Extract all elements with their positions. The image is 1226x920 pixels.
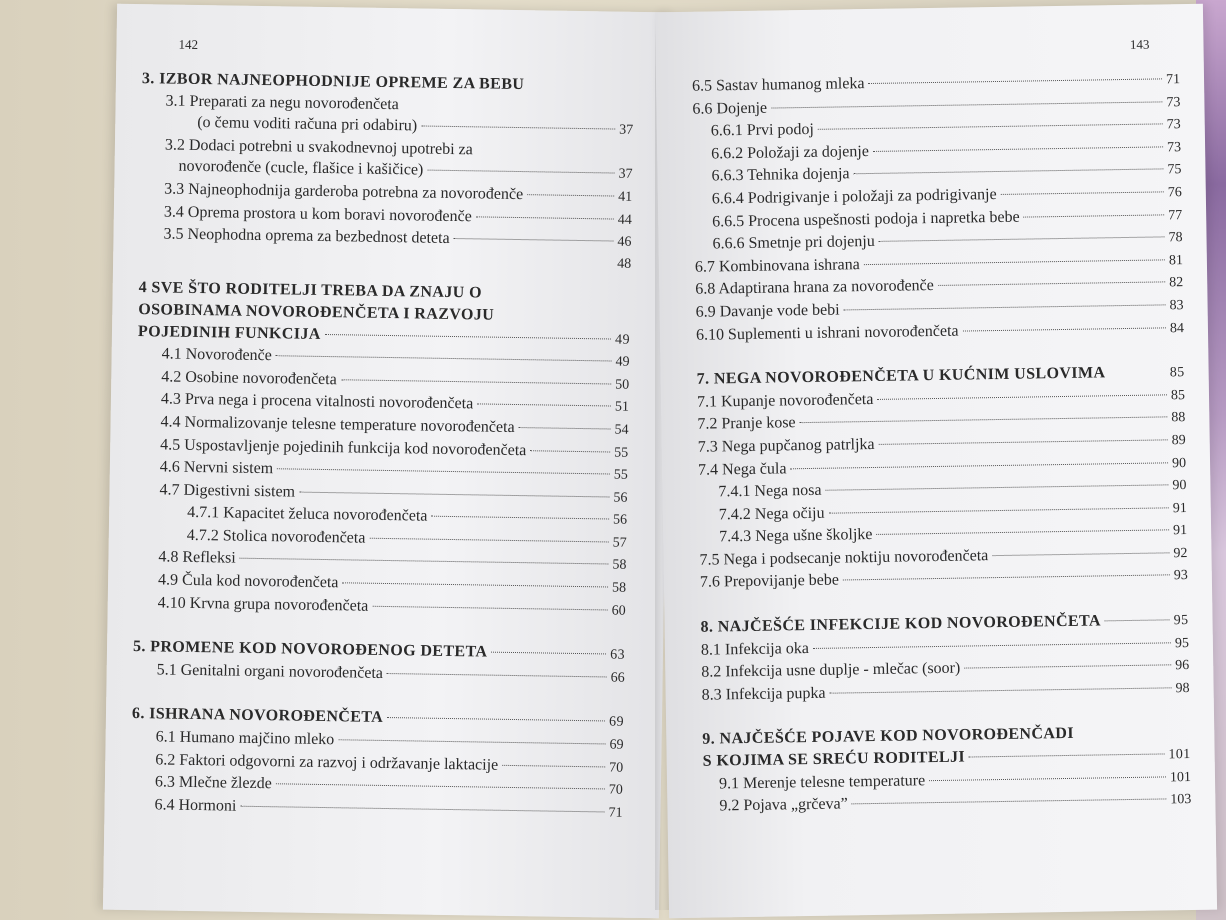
right-page <box>655 4 1217 918</box>
dot-leader <box>431 516 609 520</box>
toc-label: 3.4 Oprema prostora u kom boravi novorođenče <box>163 203 472 225</box>
dot-leader <box>421 126 615 130</box>
toc-section-9-title-line-1[interactable]: 9. NAJČEŠĆE POJAVE KOD NOVOROĐENČADI <box>702 725 1075 749</box>
toc-page: 71 <box>608 805 623 821</box>
dot-leader <box>240 806 604 813</box>
toc-page: 69 <box>608 714 625 731</box>
toc-page: 69 <box>609 737 624 753</box>
toc-label: 7. NEGA NOVOROĐENČETA U KUĆNIM USLOVIMA <box>696 364 1106 388</box>
toc-label: 6.6.4 Podrigivanje i položaji za podrigivanje <box>711 185 997 208</box>
toc-label: 4.6 Nervni sistem <box>159 458 274 478</box>
dot-leader <box>876 530 1169 536</box>
toc-page: 90 <box>1171 455 1187 471</box>
toc-page: 63 <box>610 647 626 663</box>
toc-label: 9.2 Pojava „grčeva” <box>719 795 848 815</box>
toc-label: 6. ISHRANA NOVOROĐENČETA <box>131 705 384 727</box>
dot-leader <box>502 764 605 767</box>
toc-page: 91 <box>1173 523 1188 539</box>
toc-label: 6.6.6 Smetnje pri dojenju <box>712 233 875 253</box>
dot-leader <box>372 605 607 610</box>
toc-page: 81 <box>1168 252 1183 269</box>
toc-page: 89 <box>1171 432 1186 449</box>
toc-label: 4.7.2 Stolica novorođenčeta <box>186 526 366 547</box>
dot-leader <box>854 169 1164 175</box>
toc-page: 58 <box>612 558 627 574</box>
toc-page: 73 <box>1166 117 1181 133</box>
toc-label: 3.3 Najneophodnija garderoba potrebna za novorođenče <box>164 180 524 204</box>
dot-leader <box>325 334 611 339</box>
toc-label: 7.4 Nega čula <box>697 459 787 479</box>
dot-leader <box>800 417 1168 424</box>
toc-label: novorođenče (cucle, flašice i kašičice) <box>178 158 424 179</box>
toc-label: 8.2 Infekcija usne duplje - mlečac (soor) <box>701 659 961 681</box>
toc-page: 73 <box>1166 94 1181 110</box>
toc-page: 60 <box>611 603 626 619</box>
toc-page: 37 <box>619 122 634 138</box>
dot-leader <box>868 78 1162 84</box>
toc-label: 3.2 Dodaci potrebni u svakodnevnoj upotrebi za <box>164 136 473 159</box>
toc-label: 6.10 Suplementi u ishrani novorođenčeta <box>695 322 959 344</box>
toc-page: 96 <box>1175 658 1190 674</box>
dot-leader <box>992 552 1169 556</box>
dot-leader <box>864 259 1165 265</box>
toc-label: 4.7.1 Kapacitet želuca novorođenčeta <box>187 504 428 525</box>
toc-label: 4.3 Prva nega i procena vitalnosti novorođenčeta <box>160 390 474 413</box>
dot-leader <box>844 304 1166 310</box>
toc-page: 85 <box>1170 387 1186 404</box>
dot-leader <box>813 642 1171 649</box>
dot-leader <box>240 558 609 565</box>
toc-page: 48 <box>617 256 632 272</box>
toc-label: 6.6 Dojenje <box>692 99 768 118</box>
toc-label: 7.2 Pranje kose <box>697 414 796 434</box>
toc-page: 95 <box>1174 635 1190 651</box>
toc-page: 55 <box>614 445 629 461</box>
toc-label: POJEDINIH FUNKCIJA <box>137 322 321 343</box>
dot-leader <box>519 427 611 429</box>
toc-label: 5. PROMENE KOD NOVOROĐENOG DETETA <box>132 638 488 661</box>
toc-page: 93 <box>1173 568 1188 584</box>
dot-leader <box>830 687 1172 693</box>
dot-leader <box>963 327 1166 331</box>
toc-page: 57 <box>612 535 627 551</box>
toc-label: 9.1 Merenje telesne temperature <box>718 771 926 793</box>
toc-page: 91 <box>1172 500 1187 516</box>
toc-label: 4.5 Uspostavljenje pojedinih funkcija kod novorođenčeta <box>160 435 527 459</box>
toc-page: 83 <box>1169 298 1184 314</box>
toc-page: 84 <box>1169 320 1185 336</box>
toc-label: 4.1 Novorođenče <box>161 345 272 365</box>
toc-label: 4.2 Osobine novorođenčeta <box>161 368 337 388</box>
toc-page: 82 <box>1169 275 1184 291</box>
toc-label: 3.1 Preparati za negu novorođenčeta <box>165 92 399 113</box>
toc-page: 92 <box>1173 545 1188 562</box>
dot-leader <box>530 450 610 452</box>
dot-leader <box>877 394 1167 400</box>
toc-label: 8.3 Infekcija pupka <box>701 684 826 704</box>
toc-page: 78 <box>1168 230 1183 246</box>
toc-label: 7.3 Nega pupčanog patrljka <box>697 435 875 456</box>
toc-page: 71 <box>1165 72 1181 88</box>
dot-leader <box>1024 214 1165 217</box>
dot-leader <box>369 538 608 543</box>
dot-leader <box>387 717 605 721</box>
dot-leader <box>342 582 608 587</box>
toc-label: 4.8 Refleksi <box>158 548 236 568</box>
toc-page: 56 <box>613 490 628 506</box>
dot-leader <box>929 776 1166 781</box>
dot-leader <box>341 379 611 384</box>
toc-label: 6.3 Mlečne žlezde <box>154 773 272 793</box>
toc-page: 56 <box>612 512 628 529</box>
toc-section-4-title-line-1[interactable]: 4 SVE ŠTO RODITELJI TREBA DA ZNAJU O <box>138 279 483 302</box>
toc-label: 4.9 Čula kod novorođenčeta <box>157 571 339 592</box>
page-number: 143 <box>1129 36 1150 52</box>
dot-leader <box>454 238 614 242</box>
page-number: 142 <box>178 36 199 52</box>
toc-page: 101 <box>1168 747 1191 763</box>
toc-page: 85 <box>1169 365 1185 381</box>
toc-label: 6.7 Kombinovana ishrana <box>694 255 860 276</box>
toc-label: 7.4.1 Nega nosa <box>718 481 822 501</box>
toc-page: 55 <box>613 467 628 483</box>
toc-page: 76 <box>1167 185 1182 201</box>
toc-page: 41 <box>618 189 633 205</box>
toc-page: 37 <box>618 166 633 183</box>
toc-section-4-title-line-2[interactable]: OSOBINAMA NOVOROĐENČETA I RAZVOJU <box>138 300 495 324</box>
dot-leader <box>964 665 1171 669</box>
toc-label: 7.4.3 Nega ušne školjke <box>719 526 873 546</box>
toc-page: 101 <box>1169 769 1192 785</box>
toc-page: 66 <box>610 670 625 686</box>
dot-leader <box>826 484 1169 490</box>
dot-leader <box>277 468 610 474</box>
toc-page: 70 <box>609 760 624 776</box>
dot-leader <box>1001 191 1164 195</box>
dot-leader <box>338 739 605 744</box>
toc-label: 6.6.5 Procena uspešnosti podoja i napretka bebe <box>712 208 1020 231</box>
dot-leader <box>852 799 1167 805</box>
toc-label: (o čemu voditi računa pri odabiru) <box>197 114 418 135</box>
dot-leader <box>873 146 1163 152</box>
toc-label: S KOJIMA SE SREĆU RODITELJI <box>702 748 966 770</box>
toc-page: 54 <box>614 422 629 438</box>
toc-page: 88 <box>1171 410 1186 426</box>
toc-label: 6.6.3 Tehnika dojenja <box>711 165 850 185</box>
dot-leader <box>476 216 614 219</box>
toc-label: 7.5 Nega i podsecanje noktiju novorođenčeta <box>699 547 989 569</box>
dot-leader <box>276 783 605 789</box>
toc-label: 6.5 Sastav humanog mleka <box>691 75 865 95</box>
toc-label: 6.6.1 Prvi podoj <box>710 121 815 140</box>
dot-leader <box>477 404 611 407</box>
toc-label: 6.8 Adaptirana hrana za novorođenče <box>695 277 934 299</box>
toc-page: 50 <box>615 377 630 393</box>
toc-page: 75 <box>1167 162 1182 178</box>
toc-page: 49 <box>615 332 631 348</box>
dot-leader <box>818 124 1163 130</box>
toc-label: 6.4 Hormoni <box>154 796 237 815</box>
toc-label: 7.6 Prepovijanje bebe <box>699 572 840 592</box>
toc-label: 6.2 Faktori odgovorni za razvoj i održavanje laktacije <box>155 751 499 774</box>
dot-leader <box>969 753 1164 757</box>
dot-leader <box>879 439 1168 445</box>
toc-label: 8.1 Infekcija oka <box>700 639 810 659</box>
toc-page: 51 <box>614 399 629 416</box>
toc-page: 49 <box>615 354 630 370</box>
toc-label: 6.6.2 Položaji za dojenje <box>711 142 869 163</box>
toc-label: 3. IZBOR NAJNEOPHODNIJE OPREME ZA BEBU <box>141 70 525 94</box>
toc-label: 7.4.2 Nega očiju <box>718 504 825 524</box>
dot-leader <box>387 673 607 677</box>
toc-page: 70 <box>608 782 623 798</box>
dot-leader <box>427 170 614 174</box>
toc-page: 95 <box>1173 613 1189 629</box>
left-page <box>103 4 673 919</box>
toc-label: 4.7 Digestivni sistem <box>159 481 296 501</box>
dot-leader <box>843 575 1170 581</box>
toc-page: 77 <box>1168 207 1183 223</box>
dot-leader <box>276 355 612 361</box>
dot-leader <box>491 652 606 655</box>
toc-page: 58 <box>611 580 627 596</box>
toc-page: 90 <box>1172 478 1187 494</box>
toc-label: 4.4 Normalizovanje telesne temperature novorođenčeta <box>160 413 515 436</box>
toc-page: 46 <box>617 234 632 250</box>
toc-page: 103 <box>1170 792 1192 808</box>
dot-leader <box>790 462 1168 469</box>
dot-leader <box>1105 619 1170 621</box>
toc-label: 6.9 Davanje vode bebi <box>695 301 840 321</box>
toc-page: 44 <box>617 212 632 228</box>
toc-label: 4.10 Krvna grupa novorođenčeta <box>157 594 369 615</box>
toc-page: 73 <box>1166 139 1182 156</box>
dot-leader <box>299 491 609 497</box>
dot-leader <box>771 101 1162 108</box>
toc-page: 98 <box>1175 680 1190 697</box>
dot-leader <box>879 237 1165 242</box>
toc-label: 5.1 Genitalni organi novorođenčeta <box>156 661 384 682</box>
toc-label: 6.1 Humano majčino mleko <box>155 728 335 749</box>
dot-leader <box>829 507 1169 513</box>
dot-leader <box>938 282 1165 287</box>
toc-label: 7.1 Kupanje novorođenčeta <box>696 390 874 411</box>
dot-leader <box>527 194 614 196</box>
toc-label: 3.5 Neophodna oprema za bezbednost deteta <box>163 225 450 248</box>
toc-label: 8. NAJČEŠĆE INFEKCIJE KOD NOVOROĐENČETA <box>700 612 1102 636</box>
